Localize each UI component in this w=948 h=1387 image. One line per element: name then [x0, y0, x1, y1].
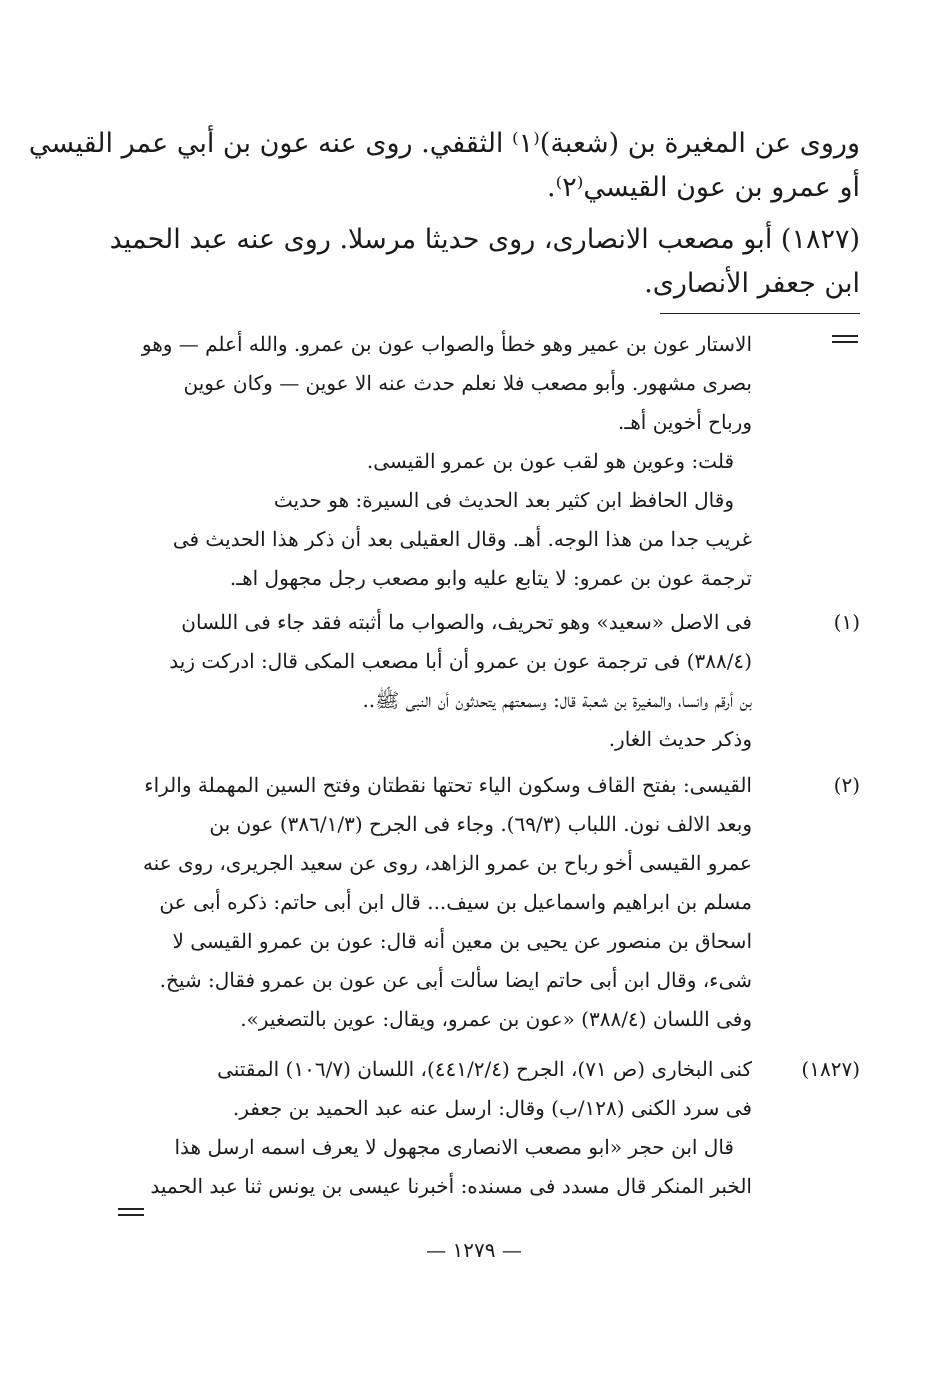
- main-line: وروى عن المغيرة بن (شعبة)⁽١⁾ الثقفي. روى عنه عون بن أبي عمر القيسي: [28, 128, 860, 159]
- footnote-line: اسحاق بن منصور عن يحيى بن معين أنه قال: عون بن عمرو القيسى لا: [172, 929, 752, 953]
- main-line: ابن جعفر الأنصارى.: [644, 268, 860, 299]
- footnote-continuation: [110, 325, 752, 598]
- footnote-line: وقال الحافظ ابن كثير بعد الحديث فى السيرة: هو حديث: [273, 488, 734, 512]
- footnote-line: بصرى مشهور. وأبو مصعب فلا نعلم حدث عنه الا عوين — وكان عوين: [183, 371, 752, 395]
- footnote-line: ورباح أخوين أهـ.: [618, 410, 752, 434]
- footnote-2-marker: (٢): [833, 773, 860, 797]
- footnote-line: القيسى: بفتح القاف وسكون الياء تحتها نقطتان وفتح السين المهملة والراء: [144, 773, 752, 797]
- footnote-line: فى سرد الكنى (١٢٨/ب) وقال: ارسل عنه عبد الحميد بن جعفر.: [232, 1096, 752, 1120]
- footnote-1: [110, 603, 752, 759]
- footnote-line: عمرو القيسى أخو رباح بن عمرو الزاهد، روى عن سعيد الجريرى، روى عنه: [142, 851, 752, 875]
- footnote-1-marker: (١): [833, 610, 860, 634]
- footnote-line: الخبر المنكر قال مسدد فى مسنده: أخبرنا عيسى بن يونس ثنا عبد الحميد: [150, 1174, 752, 1198]
- footnote-line: وبعد الالف نون. اللباب (٦٩/٣). وجاء فى الجرح (٣٨٦/١/٣) عون بن: [209, 812, 752, 836]
- footnote-line: قلت: وعوين هو لقب عون بن عمرو القيسى.: [366, 449, 734, 473]
- footnote-line: (٣٨٨/٤) فى ترجمة عون بن عمرو أن أبا مصعب المكى قال: ادركت زيد: [169, 649, 752, 673]
- main-line: (١٨٢٧) أبو مصعب الانصارى، روى حديثا مرسلا. روى عنه عبد الحميد: [109, 224, 860, 255]
- footnote-line: فى الاصل «سعيد» وهو تحريف، والصواب ما أثبته فقد جاء فى اللسان: [181, 610, 752, 634]
- main-line: أو عمرو بن عون القيسي⁽٢⁾.: [547, 172, 860, 203]
- footnote-2: [110, 766, 752, 1039]
- footnote-line: وذكر حديث الغار.: [608, 727, 752, 751]
- footnote-line: الاستار عون بن عمير وهو خطأ والصواب عون بن عمرو. والله أعلم — وهو: [141, 332, 752, 356]
- continuation-mark: [832, 335, 858, 347]
- footnote-line: شىء، وقال ابن أبى حاتم ايضا سألت أبى عن عون بن عمرو فقال: شيخ.: [159, 968, 752, 992]
- main-paragraph-1: [28, 122, 860, 210]
- main-paragraph-entry-1827: [110, 218, 860, 306]
- footnote-line: قال ابن حجر «ابو مصعب الانصارى مجهول لا يعرف اسمه ارسل هذا: [174, 1135, 734, 1159]
- footnote-line: غريب جدا من هذا الوجه. أهـ. وقال العقيلى بعد أن ذكر هذا الحديث فى: [172, 527, 752, 551]
- footnote-line: كنى البخارى (ص ٧١)، الجرح (٤٤١/٢/٤)، اللسان (١٠٦/٧) المقتنى: [217, 1057, 752, 1081]
- footnote-line: مسلم بن ابراهيم واسماعيل بن سيف... قال ابن أبى حاتم: ذكره أبى عن: [159, 890, 752, 914]
- footnote-1827-marker: (١٨٢٧): [801, 1057, 860, 1081]
- continuation-mark-bottom: [118, 1208, 144, 1220]
- footnote-line: بن أرقم وانسا، والمغيرة بن شعبة قال: وسمعتهم يتحدثون أن النبى ﷺ..: [362, 688, 752, 712]
- footnote-line: ترجمة عون بن عمرو: لا يتابع عليه وابو مصعب رجل مجهول اهـ.: [229, 566, 752, 590]
- footnote-1827: [110, 1050, 752, 1206]
- footnote-line: وفى اللسان (٣٨٨/٤) «عون بن عمرو، ويقال: عوين بالتصغير».: [240, 1007, 752, 1031]
- footnote-separator: [660, 313, 860, 314]
- page-number: — ١٢٧٩ —: [426, 1238, 522, 1262]
